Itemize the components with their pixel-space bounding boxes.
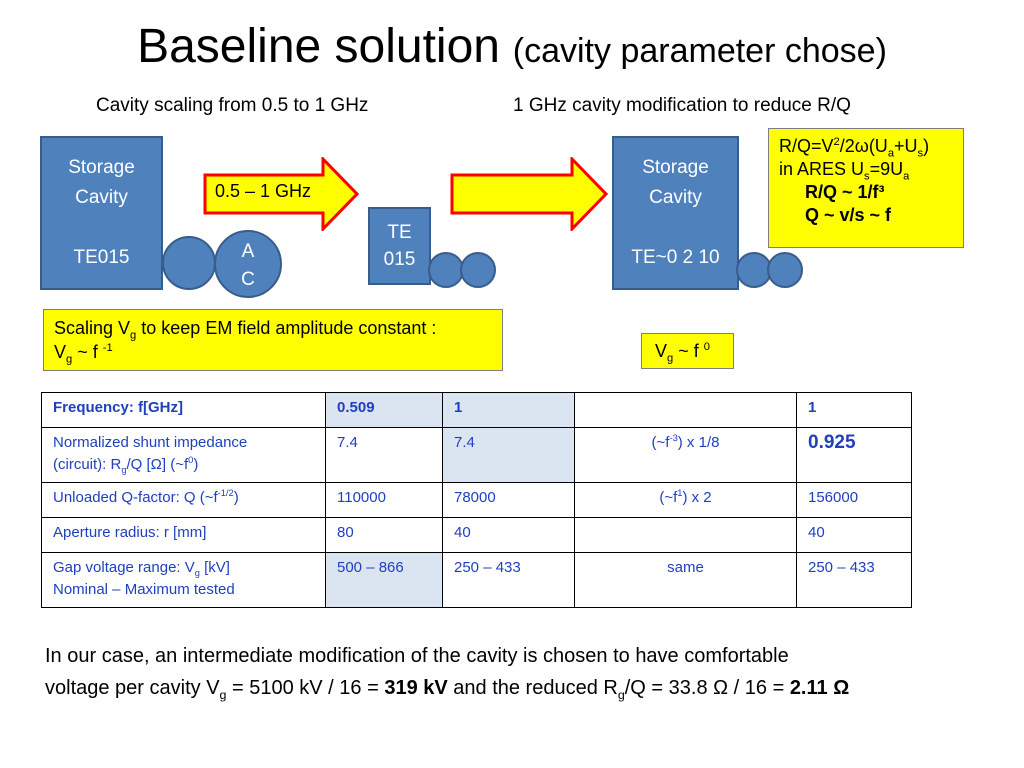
cell-value <box>575 518 797 553</box>
storage-cavity-te015 <box>40 136 163 290</box>
table-row <box>42 483 912 518</box>
cavity-label-line1: Storage <box>68 157 135 178</box>
table-row <box>42 553 912 608</box>
row-label: Unloaded Q-factor: Q $(\sim f^{-1/2})$ <box>42 483 326 518</box>
storage-cavity-te0210 <box>612 136 739 290</box>
rq-formula-line2: in ARES $U_s=9U_a$ <box>779 159 910 183</box>
cell-value: 0.509 <box>326 393 443 428</box>
title-main: Baseline solution <box>137 20 500 73</box>
cell-value: $(\sim f^1)$ x 2 <box>575 483 797 518</box>
cell-value: 1 <box>443 393 575 428</box>
cell-value: 7.4 <box>443 428 575 483</box>
cell-value <box>575 393 797 428</box>
cavity3-label-line1: Storage <box>642 157 709 178</box>
cavity3-label-line2: Cavity <box>649 187 702 208</box>
cavity-parameter-table <box>41 392 912 608</box>
cavity-mode-label: TE015 <box>73 247 130 268</box>
cell-value: 80 <box>326 518 443 553</box>
cell-value: 78000 <box>443 483 575 518</box>
cell-value: 40 <box>443 518 575 553</box>
conclusion-line1: In our case, an intermediate modification of the cavity is chosen to have comfortable <box>45 645 789 667</box>
rq-scaling-line: R/Q ~ 1/f³ <box>805 182 885 202</box>
cell-value: $(\sim f^{-3})$ x 1/8 <box>575 428 797 483</box>
cell-value: same <box>575 553 797 608</box>
cell-value: 250 – 433 <box>443 553 575 608</box>
scaling-note-line1: Scaling $V_g$ to keep EM field amplitude constant : <box>54 318 437 342</box>
cell-value: 500 – 866 <box>326 553 443 608</box>
ac-circle <box>214 230 282 298</box>
cell-value: 1 <box>797 393 912 428</box>
vg-note-box: $V_g$ ~ f $^0$ <box>641 333 734 369</box>
arrow-frequency-label: 0.5 – 1 GHz <box>215 181 312 201</box>
conclusion-line2: voltage per cavity $V_g = 5100$ kV / 16 = 319 kV and the reduced $R_g/Q = 33.8$ Ω / 16 = 2.11 Ω <box>45 677 850 702</box>
ac-circle-line1: A <box>241 241 255 262</box>
rq-formula-box <box>768 128 964 248</box>
cavity-label-line2: Cavity <box>75 187 128 208</box>
ac-circle-line2: C <box>241 269 255 290</box>
cavity3-mode-label: TE~0 2 10 <box>631 247 720 268</box>
table-row <box>42 393 912 428</box>
coupling-circle <box>162 236 216 290</box>
cell-value: 156000 <box>797 483 912 518</box>
scaling-note-box <box>43 309 503 371</box>
row-label: Aperture radius: r [mm] <box>42 518 326 553</box>
te-label-line1: TE <box>387 222 412 243</box>
row-label: Frequency: f[GHz] <box>42 393 326 428</box>
te-label-line2: 015 <box>383 249 416 270</box>
cavity-te015-scaled <box>368 207 431 285</box>
modification-arrow <box>450 157 608 231</box>
conclusion-text <box>45 640 1005 704</box>
table-row <box>42 428 912 483</box>
subhead-right: 1 GHz cavity modification to reduce R/Q <box>513 95 851 116</box>
cell-value: 110000 <box>326 483 443 518</box>
page-title <box>0 18 1024 79</box>
scaling-note-line2: $V_g$ ~ f $^{-1}$ <box>54 342 113 366</box>
table-row <box>42 518 912 553</box>
row-label: Normalized shunt impedance (circuit): $R_g/Q$ [Ω] $(\sim f^0)$ <box>42 428 326 483</box>
coupling-circle-small-1 <box>428 252 464 288</box>
coupling-circle-right-2 <box>767 252 803 288</box>
title-sub: (cavity parameter chose) <box>512 32 887 70</box>
cell-value: 0.925 <box>797 428 912 483</box>
q-scaling-line: Q ~ v/s ~ f <box>805 205 892 225</box>
cell-value: 40 <box>797 518 912 553</box>
rq-formula-line1: $R/Q=V^2/2\omega(U_a+U_s)$ <box>779 136 930 160</box>
cell-value: 250 – 433 <box>797 553 912 608</box>
subhead-left: Cavity scaling from 0.5 to 1 GHz <box>96 95 369 116</box>
cell-value: 7.4 <box>326 428 443 483</box>
row-label: Gap voltage range: $V_g$ [kV] Nominal – Maximum tested <box>42 553 326 608</box>
coupling-circle-small-2 <box>460 252 496 288</box>
